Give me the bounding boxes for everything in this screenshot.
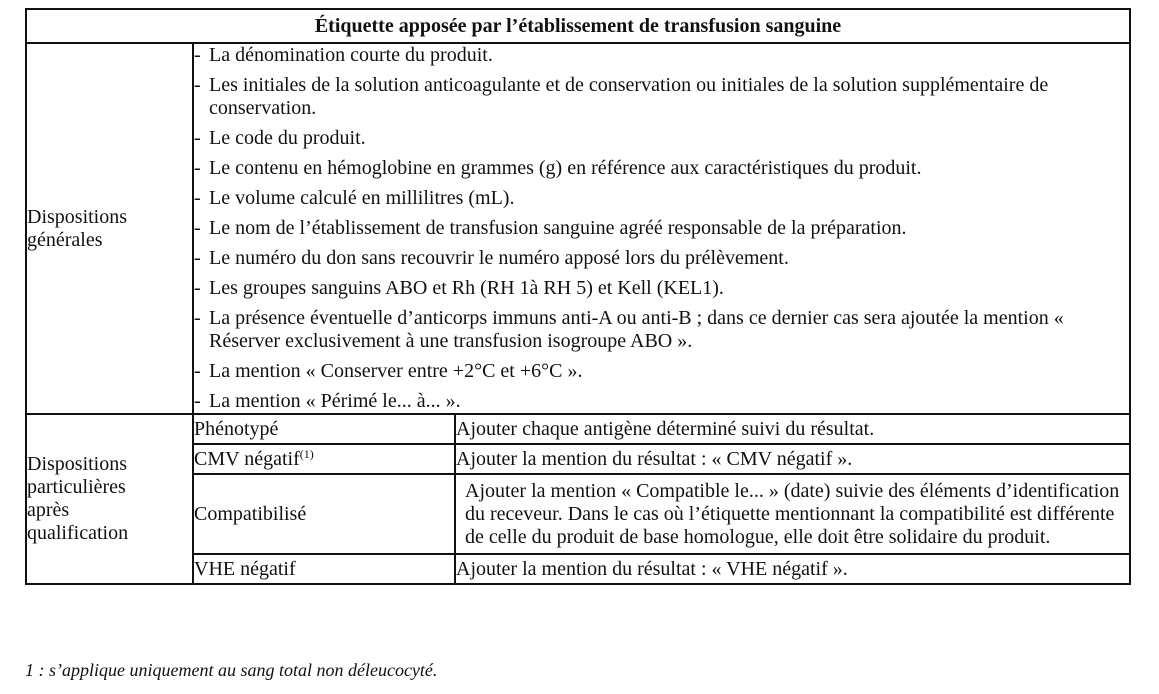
product-qualifier-description: Ajouter la mention du résultat : « CMV négatif ». <box>455 444 1130 474</box>
list-item: - La mention « Périmé le... à... ». <box>194 390 461 412</box>
label-line: après <box>27 499 70 521</box>
label-line: Dispositions <box>27 453 128 475</box>
list-item: - La présence éventuelle d’anticorps immuns anti-A ou anti-B ; dans ce dernier cas sera ajoutée la mention « Réserver exclusivement à une transfusion isogroupe ABO ». <box>194 307 1064 352</box>
label-line: qualification <box>27 522 129 544</box>
product-qualifier-name: VHE négatif <box>193 554 455 584</box>
label-line: générales <box>27 228 103 251</box>
product-qualifier-description: Ajouter chaque antigène déterminé suivi du résultat. <box>455 414 1130 444</box>
list-item: - Les initiales de la solution anticoagulante et de conservation ou initiales de la solution supplémentaire de conservation. <box>194 74 1049 119</box>
table-title: Étiquette apposée par l’établissement de transfusion sanguine <box>26 9 1130 43</box>
product-qualifier-name: Phénotypé <box>193 414 455 444</box>
footnote: 1 : s’applique uniquement au sang total non déleucocyté. <box>25 660 438 680</box>
list-item: - Le contenu en hémoglobine en grammes (g) en référence aux caractéristiques du produit. <box>194 157 922 179</box>
product-qualifier-description: Ajouter la mention du résultat : « VHE négatif ». <box>455 554 1130 584</box>
product-qualifier-name: CMV négatif$^{(1)}$ <box>193 444 455 474</box>
list-item: - Le nom de l’établissement de transfusion sanguine agréé responsable de la préparation. <box>194 217 907 239</box>
table-row <box>26 414 1130 444</box>
label-line: Dispositions <box>27 205 128 228</box>
product-qualifier-description: Ajouter la mention « Compatible le... » (date) suivie des éléments d’identification du receveur. Dans le cas où l’étiquette mentionnant la compatibilité est différente de celle du produit de base homologue, elle doit être solidaire du produit. <box>455 474 1130 554</box>
list-item: - Les groupes sanguins ABO et Rh (RH 1à RH 5) et Kell (KEL1). <box>194 277 724 299</box>
labeling-table <box>25 8 1131 585</box>
list-item: - Le numéro du don sans recouvrir le numéro apposé lors du prélèvement. <box>194 247 789 269</box>
general-provisions-row <box>26 43 1130 414</box>
table-header-row <box>26 9 1130 43</box>
particular-provisions-label <box>26 414 193 584</box>
footnote-reference: (1) <box>299 446 314 461</box>
general-provisions-list <box>194 44 1129 413</box>
general-provisions-label <box>26 43 193 414</box>
general-provisions-list-cell <box>193 43 1130 414</box>
list-item: - Le code du produit. <box>194 127 366 149</box>
list-item: - La dénomination courte du produit. <box>194 44 493 66</box>
list-item: - La mention « Conserver entre +2°C et +6°C ». <box>194 360 583 382</box>
label-line: particulières <box>27 476 126 498</box>
list-item: - Le volume calculé en millilitres (mL). <box>194 187 515 209</box>
product-qualifier-name: Compatibilisé <box>193 474 455 554</box>
